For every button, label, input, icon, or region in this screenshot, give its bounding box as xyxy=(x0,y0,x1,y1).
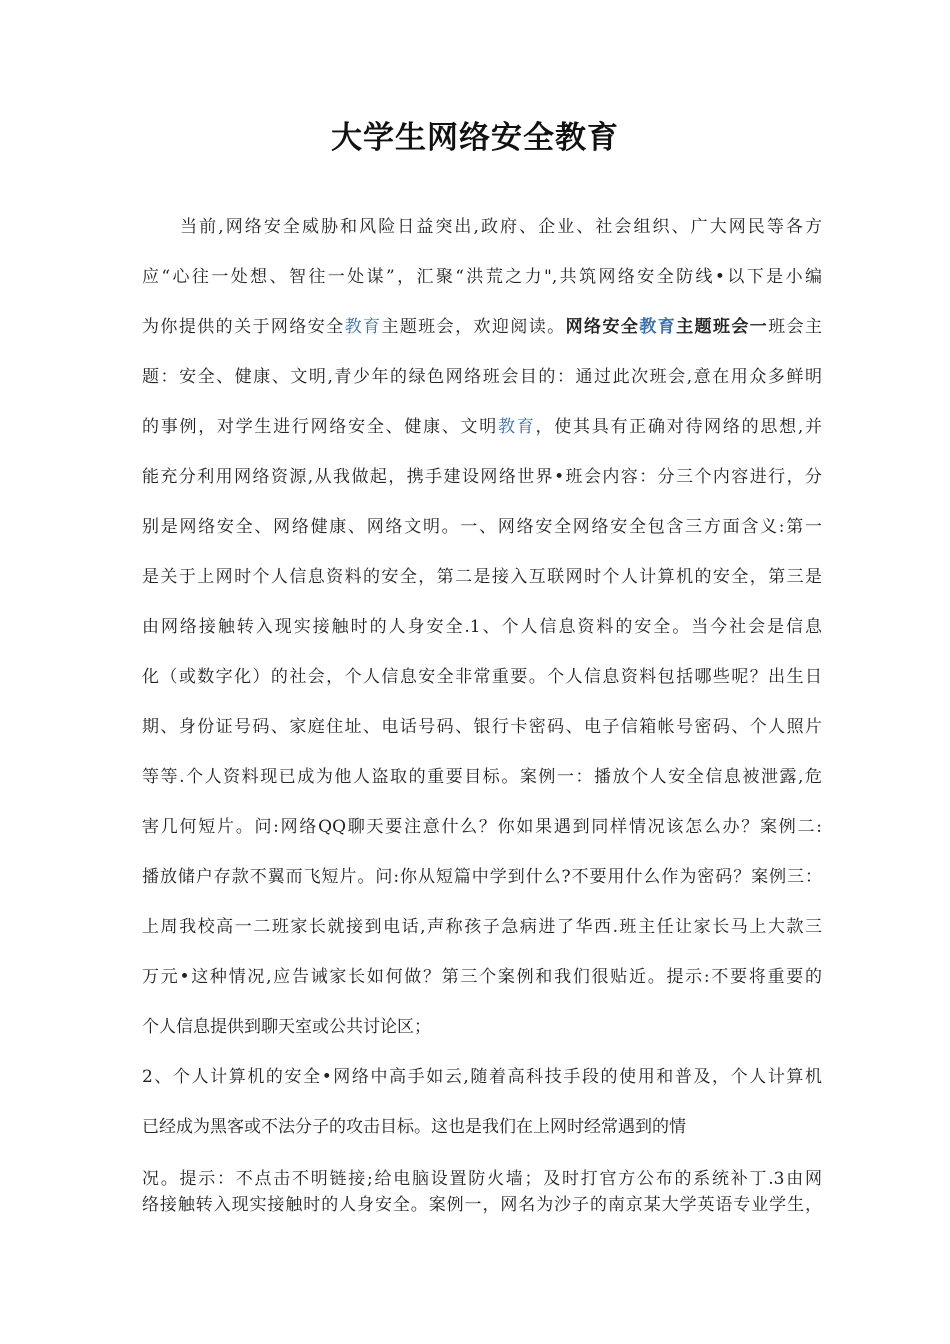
text-segment: 应“心往一处想、智往一处谋”，汇聚“洪荒之力",共筑网络安全防线•以下是小编 xyxy=(142,267,822,287)
text-segment: 班会主 xyxy=(768,317,822,337)
paragraph-line xyxy=(142,212,822,237)
paragraph-line xyxy=(142,262,822,287)
paragraph-line xyxy=(142,312,822,337)
document-title: 大学生网络安全教育 xyxy=(331,120,619,156)
paragraph-line xyxy=(142,1062,822,1087)
text-segment: 害几何短片。问:网络QQ聊天要注意什么？你如果遇到同样情况该怎么办？案例二: xyxy=(142,817,822,837)
keyword-link[interactable]: 教育 xyxy=(344,317,382,337)
paragraph-line xyxy=(142,862,822,887)
keyword-link[interactable]: 教育 xyxy=(639,317,677,337)
text-segment: 个人信息提供到聊天室或公共讨论区； xyxy=(142,1017,431,1037)
paragraph-line xyxy=(142,812,822,837)
text-segment: 主题班会一 xyxy=(676,317,769,337)
text-segment: 由网络接触转入现实接触时的人身安全.1、个人信息资料的安全。当今社会是信息 xyxy=(142,617,822,637)
text-segment: 况。提示：不点击不明链接;给电脑设置防火墙；及时打官方公布的系统补丁.3由网 xyxy=(142,1169,822,1189)
text-segment: 2、个人计算机的安全•网络中高手如云,随着高科技手段的使用和普及，个人计算机 xyxy=(142,1067,822,1087)
paragraph-line xyxy=(142,512,822,537)
text-segment: 是关于上网时个人信息资料的安全，第二是接入互联网时个人计算机的安全，第三是 xyxy=(142,567,822,587)
paragraph-line xyxy=(142,912,822,937)
text-segment: 等等.个人资料现已成为他人盗取的重要目标。案例一：播放个人安全信息被泄露,危 xyxy=(142,767,822,787)
text-segment: 已经成为黑客或不法分子的攻击目标。这也是我们在上网时经常遇到的情 xyxy=(142,1117,686,1137)
text-segment: 的事例，对学生进行网络安全、健康、文明 xyxy=(142,417,499,437)
keyword-link[interactable]: 教育 xyxy=(498,417,536,437)
text-segment: ，使其具有正确对待网络的思想,并 xyxy=(535,417,822,437)
paragraph-line xyxy=(142,562,822,587)
paragraph-line xyxy=(142,612,822,637)
text-segment: 网络安全 xyxy=(565,317,640,337)
paragraph-line xyxy=(142,462,822,487)
paragraph-line xyxy=(142,362,822,387)
paragraph-line xyxy=(142,712,822,737)
text-segment: 万元•这种情况,应告诫家长如何做？第三个案例和我们很贴近。提示:不要将重要的 xyxy=(142,967,822,987)
paragraph-line xyxy=(142,1164,822,1189)
text-segment: 播放储户存款不翼而飞短片。问:你从短篇中学到什么?不要用什么作为密码？案例三： xyxy=(142,867,822,887)
text-segment: 主题班会，欢迎阅读。 xyxy=(381,317,566,337)
text-segment: 当前,网络安全威胁和风险日益突出,政府、企业、社会组织、广大网民等各方 xyxy=(142,217,822,237)
text-segment: 络接触转入现实接触时的人身安全。案例一，网名为沙子的南京某大学英语专业学生， xyxy=(142,1195,822,1215)
text-segment: 化（或数字化）的社会，个人信息安全非常重要。个人信息资料包括哪些呢？出生日 xyxy=(142,667,822,687)
text-segment: 题：安全、健康、文明,青少年的绿色网络班会目的：通过此次班会,意在用众多鲜明 xyxy=(142,367,822,387)
paragraph-line xyxy=(142,662,822,687)
text-segment: 别是网络安全、网络健康、网络文明。一、网络安全网络安全包含三方面含义:第一 xyxy=(142,517,822,537)
text-segment: 能充分利用网络资源,从我做起，携手建设网络世界•班会内容：分三个内容进行，分 xyxy=(142,467,822,487)
paragraph-line xyxy=(142,1190,822,1215)
text-segment: 上周我校高一二班家长就接到电话,声称孩子急病进了华西.班主任让家长马上大款三 xyxy=(142,917,822,937)
paragraph-line xyxy=(142,962,822,987)
paragraph-line xyxy=(142,412,822,437)
paragraph-line xyxy=(142,1012,822,1037)
paragraph-line xyxy=(142,762,822,787)
text-segment: 为你提供的关于网络安全 xyxy=(142,317,345,337)
text-segment: 期、身份证号码、家庭住址、电话号码、银行卡密码、电子信箱帐号密码、个人照片 xyxy=(142,717,822,737)
paragraph-line xyxy=(142,1112,822,1137)
